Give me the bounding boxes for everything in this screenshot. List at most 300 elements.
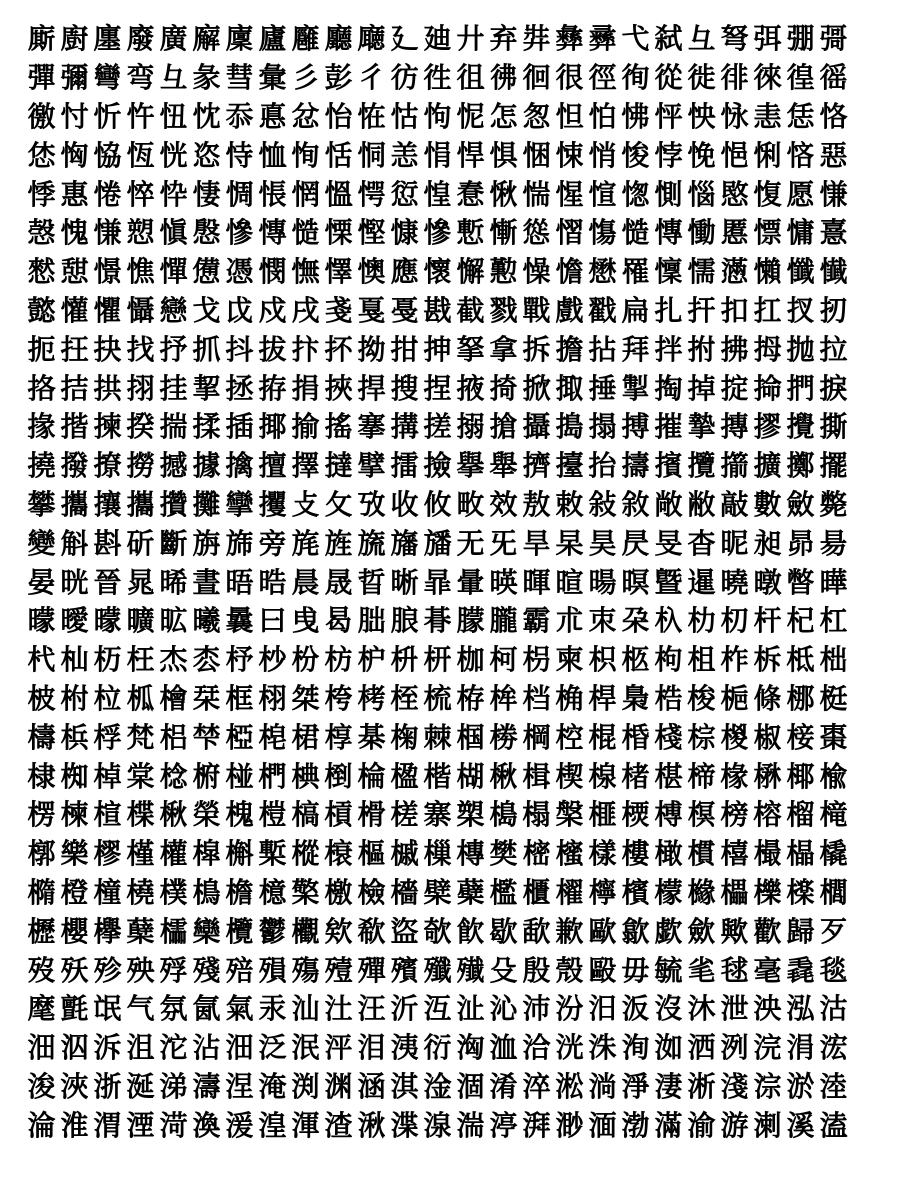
character-glyph: 楦: [93, 798, 122, 832]
character-glyph: 柩: [621, 643, 650, 677]
character-glyph: 柮: [819, 643, 848, 677]
character-glyph: 淌: [588, 1069, 617, 1103]
character-glyph: 攴: [291, 487, 320, 521]
character-glyph: 憊: [192, 255, 221, 289]
character-glyph: 悛: [621, 138, 650, 172]
character-glyph: 拏: [456, 332, 485, 366]
character-glyph: 惆: [225, 177, 254, 211]
character-glyph: 捫: [786, 371, 815, 405]
character-glyph: 楸: [159, 798, 188, 832]
character-glyph: 曵: [291, 604, 320, 638]
character-glyph: 楙: [753, 759, 782, 793]
character-glyph: 彌: [60, 61, 89, 95]
character-glyph: 楾: [588, 759, 617, 793]
character-glyph: 怏: [687, 99, 716, 133]
character-glyph: 椒: [753, 720, 782, 754]
character-glyph: 摯: [687, 410, 716, 444]
character-glyph: 斫: [126, 526, 155, 560]
character-glyph: 悵: [258, 177, 287, 211]
character-row: [25, 912, 880, 951]
character-glyph: 楜: [456, 759, 485, 793]
character-glyph: 徊: [522, 61, 551, 95]
character-glyph: 杳: [687, 526, 716, 560]
character-glyph: 樞: [357, 837, 386, 871]
character-glyph: 徭: [819, 61, 848, 95]
character-glyph: 戰: [522, 293, 551, 327]
character-glyph: 棹: [93, 759, 122, 793]
character-row: [25, 757, 880, 796]
character-glyph: 棆: [357, 759, 386, 793]
character-glyph: 檠: [291, 875, 320, 909]
character-glyph: 枅: [423, 643, 452, 677]
character-glyph: 揆: [126, 410, 155, 444]
character-glyph: 恂: [291, 138, 320, 172]
character-glyph: 殘: [192, 953, 221, 987]
character-glyph: 椶: [720, 720, 749, 754]
character-glyph: 淙: [753, 1069, 782, 1103]
character-glyph: 懈: [456, 255, 485, 289]
character-row: [25, 214, 880, 253]
character-glyph: 渙: [192, 1108, 221, 1142]
character-glyph: 櫂: [555, 875, 584, 909]
character-glyph: 彡: [291, 61, 320, 95]
character-row: [25, 718, 880, 757]
character-glyph: 橄: [654, 837, 683, 871]
character-glyph: 廴: [390, 22, 419, 56]
character-glyph: 涎: [126, 1069, 155, 1103]
character-glyph: 恆: [126, 138, 155, 172]
character-glyph: 歸: [786, 914, 815, 948]
character-glyph: 殄: [93, 953, 122, 987]
character-glyph: 扠: [786, 293, 815, 327]
character-glyph: 淹: [258, 1069, 287, 1103]
character-glyph: 撩: [93, 449, 122, 483]
character-glyph: 揄: [291, 410, 320, 444]
character-glyph: 槿: [126, 837, 155, 871]
character-glyph: 梹: [60, 720, 89, 754]
character-glyph: 渟: [489, 1108, 518, 1142]
character-glyph: 弯: [126, 61, 155, 95]
character-glyph: 樂: [60, 837, 89, 871]
character-glyph: 檍: [258, 875, 287, 909]
character-glyph: 湲: [225, 1108, 254, 1142]
character-glyph: 槝: [489, 798, 518, 832]
character-glyph: 桎: [390, 681, 419, 715]
character-glyph: 浣: [753, 1031, 782, 1065]
character-glyph: 樛: [93, 837, 122, 871]
character-glyph: 涕: [159, 1069, 188, 1103]
character-glyph: 淬: [522, 1069, 551, 1103]
character-glyph: 樶: [753, 837, 782, 871]
character-glyph: 槞: [819, 798, 848, 832]
character-glyph: 忝: [225, 99, 254, 133]
character-glyph: 攝: [522, 410, 551, 444]
character-glyph: 慙: [456, 216, 485, 250]
character-glyph: 楸: [489, 759, 518, 793]
character-glyph: 欟: [291, 914, 320, 948]
character-glyph: 檬: [654, 875, 683, 909]
character-glyph: 怡: [324, 99, 353, 133]
character-glyph: 渝: [687, 1108, 716, 1142]
character-glyph: 彭: [324, 61, 353, 95]
character-glyph: 暘: [588, 565, 617, 599]
character-glyph: 柀: [27, 681, 56, 715]
character-glyph: 廾: [456, 22, 485, 56]
character-glyph: 棕: [687, 720, 716, 754]
character-row: [25, 330, 880, 369]
character-glyph: 淨: [621, 1069, 650, 1103]
character-glyph: 渮: [159, 1108, 188, 1142]
character-row: [25, 136, 880, 175]
character-glyph: 捶: [588, 371, 617, 405]
character-glyph: 攢: [159, 487, 188, 521]
character-glyph: 慊: [819, 177, 848, 211]
character-glyph: 捩: [819, 371, 848, 405]
character-glyph: 枡: [390, 643, 419, 677]
character-glyph: 氛: [159, 992, 188, 1026]
character-glyph: 擴: [753, 449, 782, 483]
character-glyph: 歃: [522, 914, 551, 948]
character-glyph: 汞: [258, 992, 287, 1026]
character-glyph: 廳: [324, 22, 353, 56]
character-glyph: 楴: [687, 759, 716, 793]
character-glyph: 歇: [489, 914, 518, 948]
character-glyph: 栩: [258, 681, 287, 715]
character-glyph: 涸: [456, 1069, 485, 1103]
character-glyph: 拵: [258, 371, 287, 405]
character-glyph: 汳: [621, 992, 650, 1026]
character-glyph: 扼: [27, 332, 56, 366]
character-row: [25, 175, 880, 214]
character-glyph: 彑: [687, 22, 716, 56]
character-glyph: 彈: [27, 61, 56, 95]
character-glyph: 棘: [423, 720, 452, 754]
character-glyph: 戀: [159, 293, 188, 327]
character-glyph: 杣: [60, 643, 89, 677]
character-glyph: 櫃: [522, 875, 551, 909]
character-glyph: 慳: [357, 216, 386, 250]
character-glyph: 揩: [60, 410, 89, 444]
character-glyph: 樢: [192, 875, 221, 909]
character-glyph: 攸: [423, 487, 452, 521]
character-glyph: 擶: [720, 449, 749, 483]
character-glyph: 楝: [60, 798, 89, 832]
character-glyph: 曚: [27, 604, 56, 638]
character-glyph: 檜: [159, 681, 188, 715]
character-glyph: 搨: [588, 410, 617, 444]
character-glyph: 櫞: [687, 875, 716, 909]
character-glyph: 泄: [720, 992, 749, 1026]
character-glyph: 麾: [27, 992, 56, 1026]
character-glyph: 懶: [753, 255, 782, 289]
character-glyph: 掵: [753, 371, 782, 405]
character-glyph: 橦: [93, 875, 122, 909]
character-glyph: 慇: [192, 216, 221, 250]
character-glyph: 愨: [27, 216, 56, 250]
character-glyph: 旁: [258, 526, 287, 560]
character-glyph: 氓: [93, 992, 122, 1026]
character-glyph: 椪: [225, 759, 254, 793]
character-glyph: 抉: [93, 332, 122, 366]
character-glyph: 變: [27, 526, 56, 560]
character-glyph: 杆: [753, 604, 782, 638]
character-glyph: 找: [126, 332, 155, 366]
character-glyph: 抬: [588, 449, 617, 483]
character-glyph: 梠: [159, 720, 188, 754]
character-glyph: 槃: [555, 798, 584, 832]
character-glyph: 泓: [786, 992, 815, 1026]
character-glyph: 掟: [720, 371, 749, 405]
character-glyph: 晤: [225, 565, 254, 599]
character-glyph: 曰: [258, 604, 287, 638]
character-glyph: 撻: [324, 449, 353, 483]
character-glyph: 怛: [555, 99, 584, 133]
character-glyph: 槁: [291, 798, 320, 832]
character-glyph: 弭: [753, 22, 782, 56]
character-glyph: 沽: [819, 992, 848, 1026]
character-glyph: 弋: [621, 22, 650, 56]
character-glyph: 慚: [489, 216, 518, 250]
character-glyph: 洫: [489, 1031, 518, 1065]
character-glyph: 攪: [786, 410, 815, 444]
character-glyph: 慥: [291, 216, 320, 250]
character-glyph: 廚: [60, 22, 89, 56]
character-glyph: 抛: [786, 332, 815, 366]
character-glyph: 霸: [522, 604, 551, 638]
character-glyph: 效: [489, 487, 518, 521]
character-glyph: 旄: [291, 526, 320, 560]
character-glyph: 汢: [324, 992, 353, 1026]
character-glyph: 渣: [324, 1108, 353, 1142]
character-glyph: 惷: [456, 177, 485, 211]
character-glyph: 恚: [753, 99, 782, 133]
character-glyph: 慘: [225, 216, 254, 250]
character-glyph: 掾: [27, 410, 56, 444]
character-glyph: 恬: [324, 138, 353, 172]
character-glyph: 怎: [489, 99, 518, 133]
character-glyph: 湶: [423, 1108, 452, 1142]
character-glyph: 渺: [555, 1108, 584, 1142]
character-glyph: 枦: [357, 643, 386, 677]
character-glyph: 椡: [324, 759, 353, 793]
character-glyph: 欹: [423, 914, 452, 948]
character-glyph: 憇: [60, 255, 89, 289]
character-glyph: 衍: [423, 1031, 452, 1065]
character-glyph: 无: [456, 526, 485, 560]
character-glyph: 沮: [126, 1031, 155, 1065]
character-glyph: 栞: [192, 681, 221, 715]
character-glyph: 洙: [588, 1031, 617, 1065]
character-glyph: 愕: [357, 177, 386, 211]
character-glyph: 杠: [819, 604, 848, 638]
character-glyph: 敍: [588, 487, 617, 521]
character-glyph: 涅: [225, 1069, 254, 1103]
character-glyph: 歟: [720, 914, 749, 948]
character-glyph: 淆: [489, 1069, 518, 1103]
character-glyph: 憑: [225, 255, 254, 289]
character-glyph: 懷: [423, 255, 452, 289]
character-glyph: 溘: [819, 1108, 848, 1142]
character-glyph: 掉: [687, 371, 716, 405]
character-glyph: 涵: [357, 1069, 386, 1103]
character-glyph: 暎: [489, 565, 518, 599]
character-glyph: 愡: [621, 177, 650, 211]
character-glyph: 擣: [621, 449, 650, 483]
character-glyph: 杰: [159, 643, 188, 677]
character-glyph: 溪: [786, 1108, 815, 1142]
character-glyph: 據: [192, 449, 221, 483]
character-glyph: 慟: [687, 216, 716, 250]
character-glyph: 盜: [390, 914, 419, 948]
character-glyph: 淅: [687, 1069, 716, 1103]
character-glyph: 忰: [159, 177, 188, 211]
character-glyph: 殞: [258, 953, 287, 987]
character-glyph: 楡: [819, 759, 848, 793]
character-glyph: 毋: [621, 953, 650, 987]
character-glyph: 戳: [588, 293, 617, 327]
character-glyph: 朦: [456, 604, 485, 638]
character-row: [25, 98, 880, 137]
character-glyph: 杁: [654, 604, 683, 638]
character-glyph: 忤: [126, 99, 155, 133]
character-glyph: 橲: [720, 837, 749, 871]
character-glyph: 晁: [126, 565, 155, 599]
character-glyph: 棡: [522, 720, 551, 754]
character-glyph: 怫: [621, 99, 650, 133]
character-glyph: 怐: [423, 99, 452, 133]
character-glyph: 戲: [555, 293, 584, 327]
character-glyph: 懍: [654, 255, 683, 289]
character-glyph: 欅: [93, 914, 122, 948]
character-glyph: 殪: [324, 953, 353, 987]
character-glyph: 懆: [522, 255, 551, 289]
character-glyph: 敘: [621, 487, 650, 521]
character-glyph: 弸: [786, 22, 815, 56]
character-row: [25, 563, 880, 602]
character-glyph: 淞: [555, 1069, 584, 1103]
character-glyph: 杙: [27, 643, 56, 677]
character-glyph: 拗: [357, 332, 386, 366]
character-glyph: 捍: [357, 371, 386, 405]
character-glyph: 扨: [819, 293, 848, 327]
character-glyph: 柧: [126, 681, 155, 715]
character-glyph: 拇: [753, 332, 782, 366]
character-glyph: 沛: [522, 992, 551, 1026]
character-glyph: 枉: [126, 643, 155, 677]
character-glyph: 旆: [225, 526, 254, 560]
character-glyph: 斃: [819, 487, 848, 521]
character-glyph: 晨: [291, 565, 320, 599]
character-glyph: 殳: [489, 953, 518, 987]
character-glyph: 數: [753, 487, 782, 521]
character-glyph: 檣: [390, 875, 419, 909]
character-glyph: 洵: [621, 1031, 650, 1065]
character-glyph: 悗: [687, 138, 716, 172]
character-glyph: 慝: [720, 216, 749, 250]
character-glyph: 沁: [489, 992, 518, 1026]
character-glyph: 椥: [60, 759, 89, 793]
character-glyph: 枩: [192, 643, 221, 677]
character-glyph: 梍: [258, 720, 287, 754]
character-glyph: 濤: [192, 1069, 221, 1103]
character-glyph: 恠: [357, 99, 386, 133]
character-row: [25, 292, 880, 331]
character-glyph: 滿: [654, 1108, 683, 1142]
character-glyph: 渊: [324, 1069, 353, 1103]
character-glyph: 椦: [489, 720, 518, 754]
character-glyph: 恣: [192, 138, 221, 172]
character-glyph: 罹: [621, 255, 650, 289]
character-glyph: 枴: [522, 643, 551, 677]
character-glyph: 戞: [390, 293, 419, 327]
character-glyph: 椨: [192, 759, 221, 793]
character-glyph: 汪: [357, 992, 386, 1026]
character-glyph: 掖: [456, 371, 485, 405]
character-glyph: 榱: [324, 837, 353, 871]
character-glyph: 毓: [654, 953, 683, 987]
character-glyph: 慱: [258, 216, 287, 250]
character-glyph: 拱: [93, 371, 122, 405]
character-glyph: 歉: [555, 914, 584, 948]
character-glyph: 棠: [126, 759, 155, 793]
character-glyph: 戈: [192, 293, 221, 327]
character-glyph: 惺: [555, 177, 584, 211]
character-glyph: 毟: [687, 953, 716, 987]
character-glyph: 攀: [27, 487, 56, 521]
character-glyph: 拉: [819, 332, 848, 366]
character-glyph: 憺: [555, 255, 584, 289]
character-glyph: 梛: [786, 681, 815, 715]
character-glyph: 槧: [258, 837, 287, 871]
character-glyph: 斷: [159, 526, 188, 560]
character-glyph: 懿: [27, 293, 56, 327]
character-glyph: 插: [225, 410, 254, 444]
character-glyph: 气: [126, 992, 155, 1026]
character-glyph: 悖: [654, 138, 683, 172]
character-glyph: 惠: [60, 177, 89, 211]
character-glyph: 敝: [687, 487, 716, 521]
character-glyph: 搖: [324, 410, 353, 444]
character-glyph: 殤: [291, 953, 320, 987]
character-glyph: 權: [159, 837, 188, 871]
character-glyph: 晝: [192, 565, 221, 599]
character-glyph: 榾: [357, 798, 386, 832]
character-glyph: 汨: [588, 992, 617, 1026]
character-glyph: 洟: [390, 1031, 419, 1065]
character-glyph: 椣: [291, 759, 320, 793]
character-glyph: 欒: [192, 914, 221, 948]
character-glyph: 歛: [687, 914, 716, 948]
character-glyph: 撕: [819, 410, 848, 444]
character-glyph: 棍: [588, 720, 617, 754]
character-glyph: 擯: [654, 449, 683, 483]
character-glyph: 涓: [786, 1031, 815, 1065]
character-glyph: 揉: [192, 410, 221, 444]
character-glyph: 挾: [324, 371, 353, 405]
character-glyph: 拑: [390, 332, 419, 366]
character-glyph: 擂: [390, 449, 419, 483]
character-glyph: 徑: [588, 61, 617, 95]
character-glyph: 曄: [819, 565, 848, 599]
character-glyph: 攫: [258, 487, 287, 521]
character-glyph: 擘: [357, 449, 386, 483]
character-glyph: 擠: [522, 449, 551, 483]
character-glyph: 栫: [456, 681, 485, 715]
character-glyph: 杪: [258, 643, 287, 677]
character-glyph: 曉: [720, 565, 749, 599]
character-glyph: 惴: [522, 177, 551, 211]
character-glyph: 悚: [555, 138, 584, 172]
